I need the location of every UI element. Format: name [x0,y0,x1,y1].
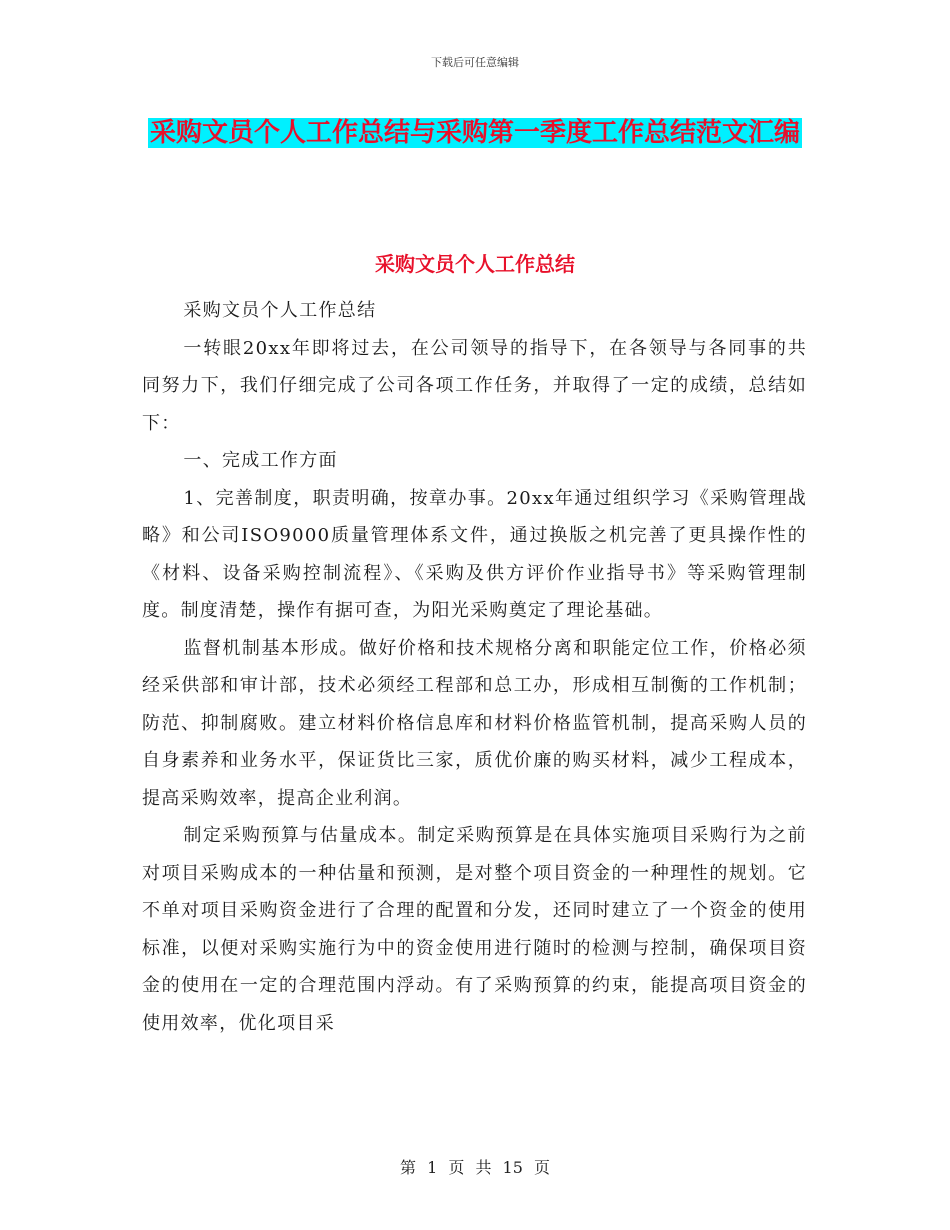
page-number-footer: 第 1 页 共 15 页 [400,1158,550,1177]
document-main-title [140,110,810,156]
main-title-highlight: 采购文员个人工作总结与采购第一季度工作总结范文汇编 [149,118,800,148]
paragraph-3: 一、完成工作方面 [183,450,338,471]
page-header-note: 下载后可任意编辑 [431,56,519,69]
section-title: 采购文员个人工作总结 [375,252,575,276]
paragraph-4: 1、完善制度，职责明确，按章办事。20xx年通过组织学习《采购管理战略》和公司ISO9000质量管理体系文件，通过换版之机完善了更具操作性的《材料、设备采购控制流程》、《采购及供方评价作业指导书》等采购管理制度。制度清楚，操作有据可查，为阳光采购奠定了理论基础。 [142,487,807,621]
paragraph-1: 采购文员个人工作总结 [183,300,377,321]
paragraph-2: 一转眼20xx年即将过去，在公司领导的指导下，在各领导与各同事的共同努力下，我们仔细完成了公司各项工作任务，并取得了一定的成绩，总结如下： [142,337,807,434]
paragraph-5: 监督机制基本形成。做好价格和技术规格分离和职能定位工作，价格必须经采供部和审计部，技术必须经工程部和总工办，形成相互制衡的工作机制；防范、抑制腐败。建立材料价格信息库和材料价格监管机制，提高采购人员的自身素养和业务水平，保证货比三家，质优价廉的购买材料，减少工程成本，提高采购效率，提高企业利润。 [142,637,807,809]
document-body [142,292,807,1042]
paragraph-6: 制定采购预算与估量成本。制定采购预算是在具体实施项目采购行为之前对项目采购成本的一种估量和预测，是对整个项目资金的一种理性的规划。它不单对项目采购资金进行了合理的配置和分发，还同时建立了一个资金的使用标准，以便对采购实施行为中的资金使用进行随时的检测与控制，确保项目资金的使用在一定的合理范围内浮动。有了采购预算的约束，能提高项目资金的使用效率，优化项目采 [142,825,807,1034]
